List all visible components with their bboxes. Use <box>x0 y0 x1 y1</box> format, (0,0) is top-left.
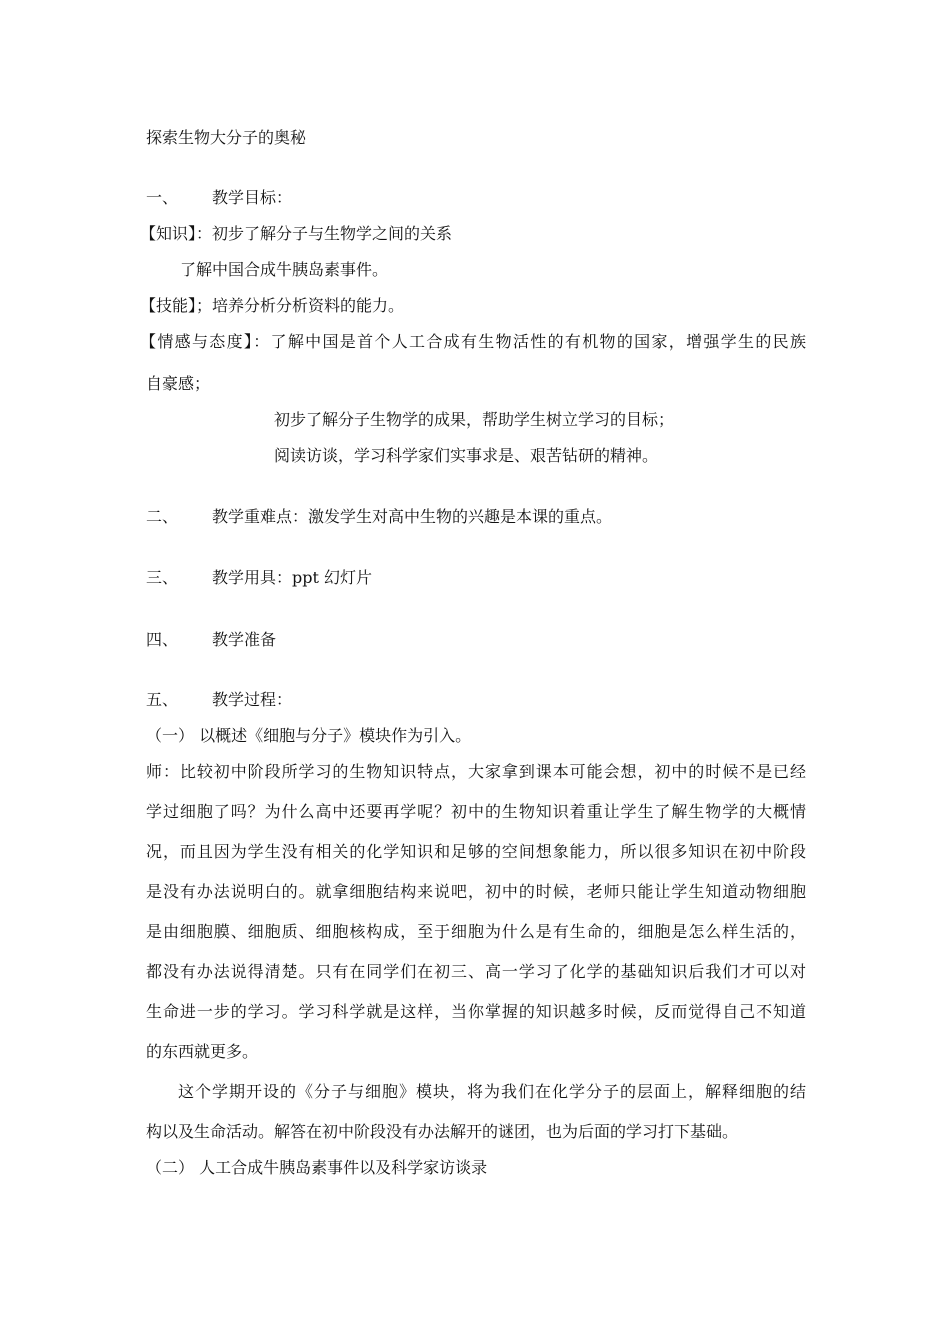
paragraph-1-line: 的东西就更多。 <box>146 1042 259 1061</box>
paragraph-1-line: 都没有办法说得清楚。只有在同学们在初三、高一学习了化学的基础知识后我们才可以对 <box>146 962 806 981</box>
section-2-heading: 教学重难点：激发学生对高中生物的兴趣是本课的重点。 <box>212 507 613 526</box>
attitude-line-1: 【情感与态度】：了解中国是首个人工合成有生物活性的有机物的国家，增强学生的民族 <box>140 332 806 351</box>
section-2-number: 二、 <box>146 507 179 526</box>
paragraph-1-line: 生命进一步的学习。学习科学就是这样，当你掌握的知识越多时候，反而觉得自己不知道 <box>146 1002 806 1021</box>
subsection-1-heading: （一） 以概述《细胞与分子》模块作为引入。 <box>146 726 472 745</box>
section-3-heading: 教学用具：ppt 幻灯片 <box>212 568 373 587</box>
knowledge-line-2: 了解中国合成牛胰岛素事件。 <box>180 260 389 279</box>
paragraph-1-line: 是没有办法说明白的。就拿细胞结构来说吧，初中的时候，老师只能让学生知道动物细胞 <box>146 882 806 901</box>
section-4-heading: 教学准备 <box>212 630 277 649</box>
paragraph-1-line: 是由细胞膜、细胞质、细胞核构成，至于细胞为什么是有生命的，细胞是怎么样生活的， <box>146 922 806 941</box>
section-5-heading: 教学过程： <box>212 690 293 709</box>
paragraph-1-line: 学过细胞了吗？为什么高中还要再学呢？初中的生物知识着重让学生了解生物学的大概情 <box>146 802 806 821</box>
attitude-line-4: 阅读访谈，学习科学家们实事求是、艰苦钻研的精神。 <box>274 446 659 465</box>
section-1-number: 一、 <box>146 188 179 207</box>
attitude-line-3: 初步了解分子生物学的成果，帮助学生树立学习的目标； <box>274 410 675 429</box>
section-1-heading: 教学目标： <box>212 188 293 207</box>
skill-line: 【技能】；培养分析分析资料的能力。 <box>140 296 405 315</box>
document-title: 探索生物大分子的奥秘 <box>146 128 307 147</box>
paragraph-1-line: 况，而且因为学生没有相关的化学知识和足够的空间想象能力，所以很多知识在初中阶段 <box>146 842 806 861</box>
section-4-number: 四、 <box>146 630 179 649</box>
knowledge-line-1: 【知识】：初步了解分子与生物学之间的关系 <box>140 224 453 243</box>
subsection-2-heading: （二） 人工合成牛胰岛素事件以及科学家访谈录 <box>146 1158 488 1177</box>
paragraph-1-line: 师：比较初中阶段所学习的生物知识特点，大家拿到课本可能会想，初中的时候不是已经 <box>146 762 806 781</box>
paragraph-2-line: 这个学期开设的《分子与细胞》模块，将为我们在化学分子的层面上，解释细胞的结 <box>178 1082 806 1101</box>
paragraph-2-line: 构以及生命活动。解答在初中阶段没有办法解开的谜团，也为后面的学习打下基础。 <box>146 1122 739 1141</box>
section-5-number: 五、 <box>146 690 179 709</box>
attitude-line-2: 自豪感； <box>146 374 211 393</box>
section-3-number: 三、 <box>146 568 179 587</box>
